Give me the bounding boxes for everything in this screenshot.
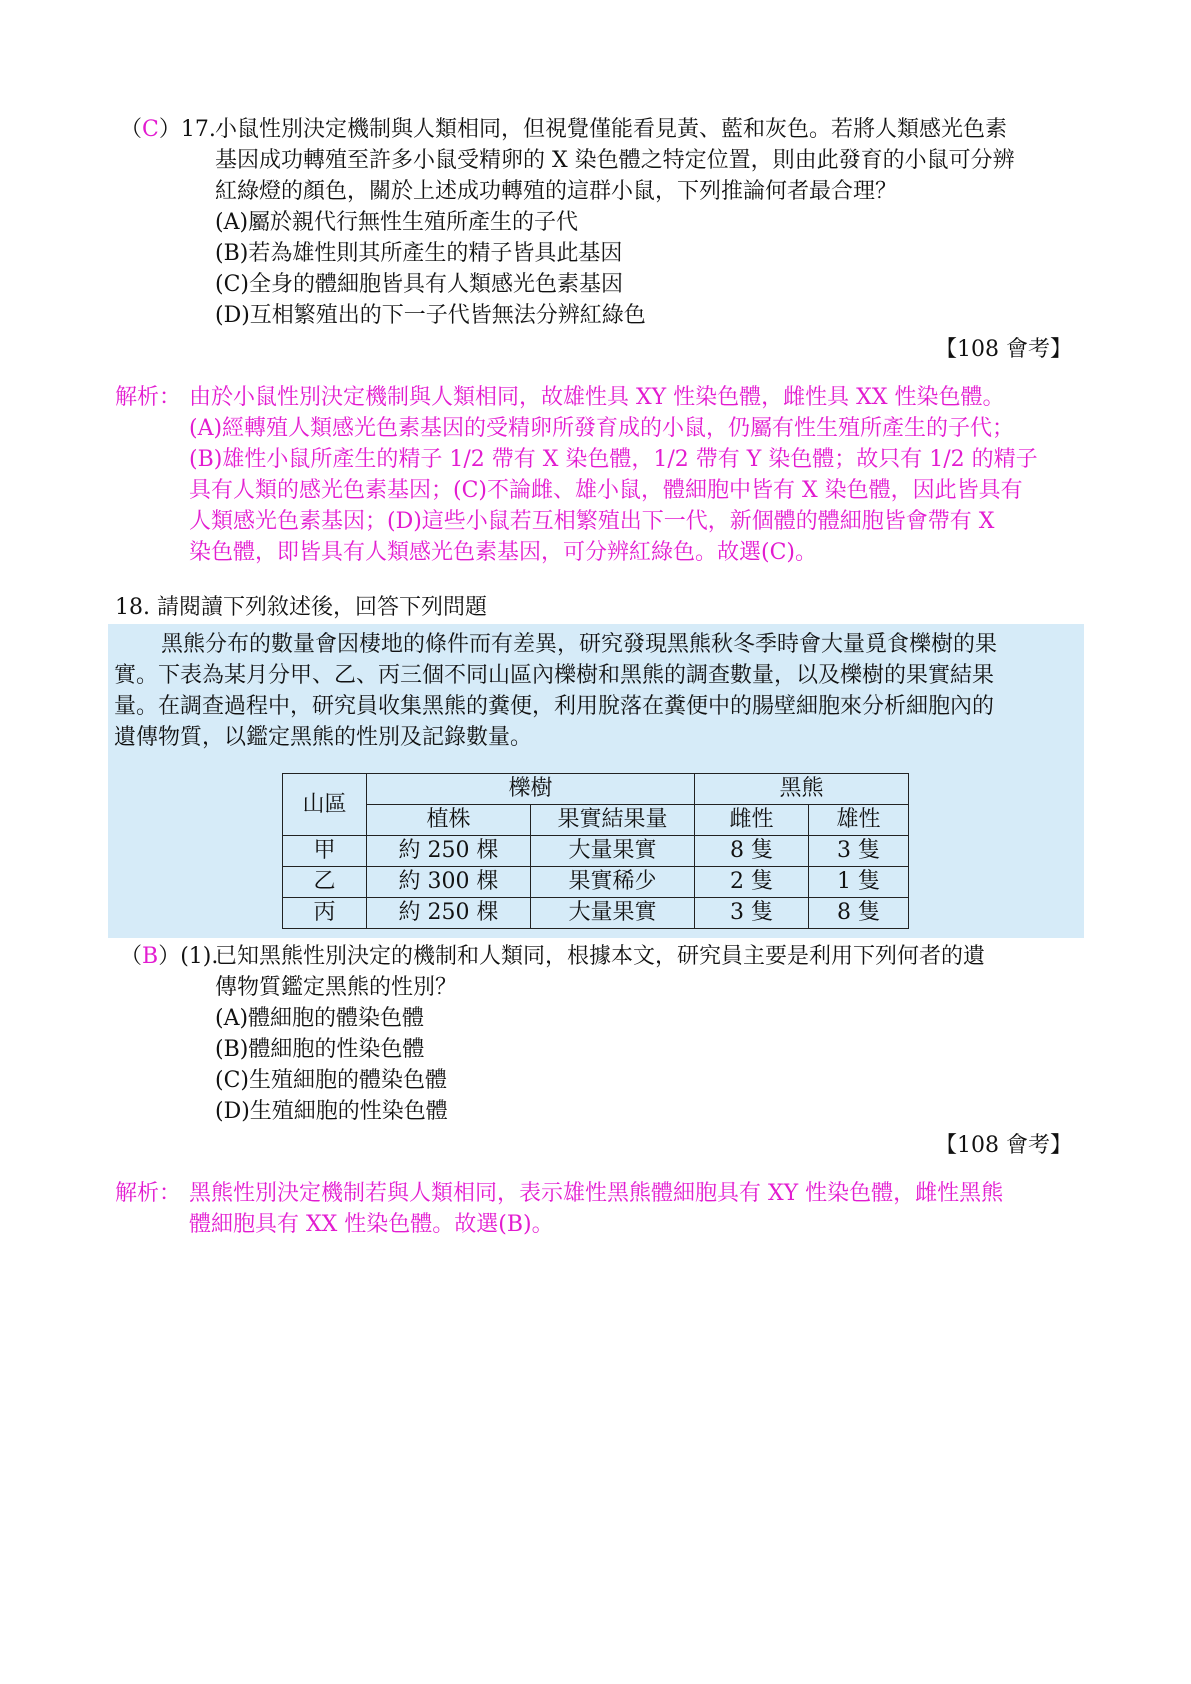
q17-answer-paren-close: ） (158, 117, 181, 142)
table-row (283, 867, 909, 898)
table-cell: 約 250 棵 (367, 836, 531, 867)
q17-answer: C (142, 117, 159, 142)
q18-passage-line-4: 遺傳物質，以鑑定黑熊的性別及記錄數量。 (114, 725, 533, 750)
q18-title: 18. 請閱讀下列敘述後，回答下列問題 (115, 595, 487, 620)
q17-option-a: (A)屬於親代行無性生殖所產生的子代 (215, 210, 579, 235)
q18-1-option-a: (A)體細胞的體染色體 (215, 1006, 425, 1031)
table-header-row-2 (283, 805, 909, 836)
q17-source: 【108 會考】 (935, 337, 1072, 362)
table-subheader-male: 雄性 (809, 805, 909, 836)
table-header-oak: 櫟樹 (367, 774, 695, 805)
table-row (283, 898, 909, 929)
q17-header-line (120, 114, 216, 145)
q18-1-answer-paren-close: ） (158, 944, 181, 969)
table-header-bear: 黑熊 (695, 774, 909, 805)
survey-table (282, 773, 909, 929)
q17-option-b: (B)若為雄性則其所產生的精子皆具此基因 (215, 241, 623, 266)
q17-explanation-line-1: 由於小鼠性別決定機制與人類相同，故雄性具 XY 性染色體，雌性具 XX 性染色體。 (189, 385, 1005, 410)
q18-passage-line-3: 量。在調查過程中，研究員收集黑熊的糞便，利用脫落在糞便中的腸壁細胞來分析細胞內的 (114, 694, 995, 719)
table-cell: 丙 (283, 898, 367, 929)
q17-stem-line-1: 小鼠性別決定機制與人類相同，但視覺僅能看見黃、藍和灰色。若將人類感光色素 (215, 117, 1008, 142)
table-cell: 3 隻 (809, 836, 909, 867)
q17-option-c: (C)全身的體細胞皆具有人類感光色素基因 (215, 272, 624, 297)
q17-explanation-line-6: 染色體，即皆具有人類感光色素基因，可分辨紅綠色。故選(C)。 (189, 540, 818, 565)
q17-explanation-line-5: 人類感光色素基因；(D)這些小鼠若互相繁殖出下一代，新個體的體細胞皆會帶有 X (189, 509, 995, 534)
table-cell: 乙 (283, 867, 367, 898)
table-cell: 大量果實 (531, 836, 695, 867)
q17-explanation-label: 解析： (115, 385, 182, 410)
q18-1-option-b: (B)體細胞的性染色體 (215, 1037, 425, 1062)
q18-1-stem-line-2: 傳物質鑑定黑熊的性別？ (215, 975, 458, 1000)
table-cell: 果實稀少 (531, 867, 695, 898)
q17-stem-line-3: 紅綠燈的顏色，關於上述成功轉殖的這群小鼠，下列推論何者最合理？ (215, 179, 898, 204)
table-subheader-plants: 植株 (367, 805, 531, 836)
q17-number: 17. (180, 117, 216, 142)
q17-answer-paren-open: （ (120, 117, 143, 142)
q18-1-answer-paren-open: （ (120, 944, 143, 969)
table-cell: 甲 (283, 836, 367, 867)
q17-explanation-line-4: 具有人類的感光色素基因；(C)不論雌、雄小鼠，體細胞中皆有 X 染色體，因此皆具有 (189, 478, 1023, 503)
q18-1-source: 【108 會考】 (935, 1133, 1072, 1158)
q17-explanation-line-3: (B)雄性小鼠所產生的精子 1/2 帶有 X 染色體，1/2 帶有 Y 染色體；故只有 1/2 的精子 (189, 447, 1038, 472)
q18-1-explanation-line-2: 體細胞具有 XX 性染色體。故選(B)。 (189, 1212, 554, 1237)
q18-passage-line-2: 實。下表為某月分甲、乙、丙三個不同山區內櫟樹和黑熊的調查數量，以及櫟樹的果實結果 (114, 663, 995, 688)
q18-1-number: (1). (180, 944, 219, 969)
table-cell: 約 300 棵 (367, 867, 531, 898)
table-cell: 8 隻 (695, 836, 809, 867)
q18-1-explanation-label: 解析： (115, 1181, 182, 1206)
table-cell: 2 隻 (695, 867, 809, 898)
table-subheader-fruit: 果實結果量 (531, 805, 695, 836)
q18-1-option-d: (D)生殖細胞的性染色體 (215, 1099, 448, 1124)
q17-explanation-line-2: (A)經轉殖人類感光色素基因的受精卵所發育成的小鼠，仍屬有性生殖所產生的子代； (189, 416, 1015, 441)
table-cell: 大量果實 (531, 898, 695, 929)
table-cell: 1 隻 (809, 867, 909, 898)
table-cell: 3 隻 (695, 898, 809, 929)
table-header-region: 山區 (283, 774, 367, 836)
q18-1-option-c: (C)生殖細胞的體染色體 (215, 1068, 447, 1093)
q18-1-header-line (120, 941, 218, 972)
table-row (283, 836, 909, 867)
table-cell: 8 隻 (809, 898, 909, 929)
q17-option-d: (D)互相繁殖出的下一子代皆無法分辨紅綠色 (215, 303, 646, 328)
q18-passage-line-1: 黑熊分布的數量會因棲地的條件而有差異，研究發現黑熊秋冬季時會大量覓食櫟樹的果 (161, 632, 998, 657)
table-header-row-1 (283, 774, 909, 805)
q18-1-answer: B (142, 944, 159, 969)
q18-1-stem-line-1: 已知黑熊性別決定的機制和人類同，根據本文，研究員主要是利用下列何者的遺 (215, 944, 986, 969)
table-subheader-female: 雌性 (695, 805, 809, 836)
q18-1-explanation-line-1: 黑熊性別決定機制若與人類相同，表示雄性黑熊體細胞具有 XY 性染色體，雌性黑熊 (189, 1181, 1004, 1206)
table-cell: 約 250 棵 (367, 898, 531, 929)
q17-stem-line-2: 基因成功轉殖至許多小鼠受精卵的 X 染色體之特定位置，則由此發育的小鼠可分辨 (215, 148, 1015, 173)
